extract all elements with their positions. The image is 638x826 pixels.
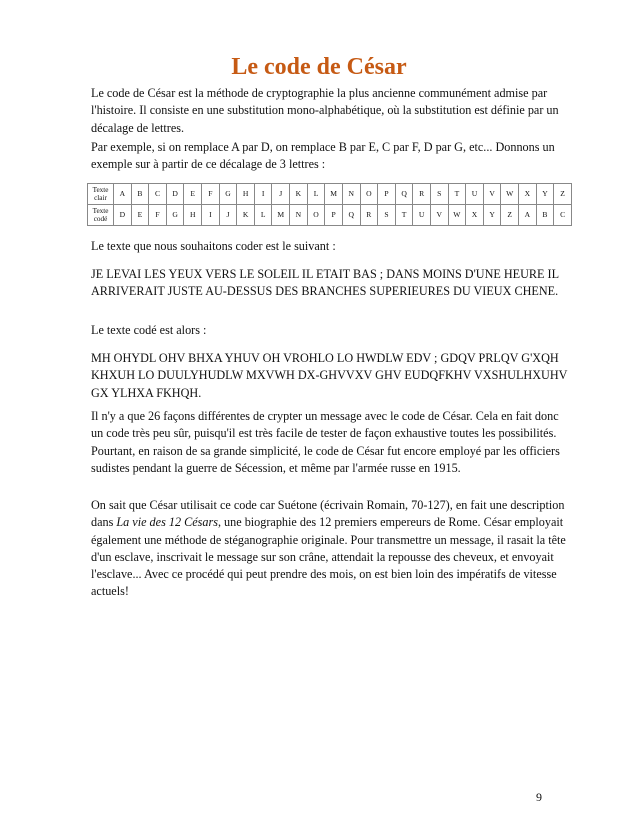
coded-letter-cell: D — [114, 205, 132, 226]
plain-letter-cell: Q — [395, 184, 413, 205]
plain-letter-cell: U — [466, 184, 484, 205]
plain-letter-cell: Z — [554, 184, 572, 205]
plain-letter-cell: B — [131, 184, 149, 205]
coded-intro: Le texte codé est alors : — [91, 323, 207, 337]
page-title: Le code de César — [231, 54, 407, 80]
plain-letter-cell: S — [430, 184, 448, 205]
plain-letter-cell: V — [483, 184, 501, 205]
plain-letter-cell: P — [378, 184, 396, 205]
plain-letter-cell: I — [254, 184, 272, 205]
plain-letter-cell: X — [519, 184, 537, 205]
coded-letter-cell: B — [536, 205, 554, 226]
plain-letter-cell: Y — [536, 184, 554, 205]
plain-letter-cell: O — [360, 184, 378, 205]
coded-letter-cell: O — [307, 205, 325, 226]
coded-letter-cell: P — [325, 205, 343, 226]
coded-letter-cell: V — [430, 205, 448, 226]
plain-letter-cell: K — [290, 184, 308, 205]
plain-letter-cell: M — [325, 184, 343, 205]
plain-letter-cell: G — [219, 184, 237, 205]
coded-text: MH OHYDL OHV BHXA YHUV OH VROHLO LO HWDLW EDV ; GDQV PRLQV G'XQH KHXUH LO DUULYHUDLW MXVWH DX-GHVVXV GHV EUDQFKHV VXSHULHXUHV GX YLHXA FKHQH. — [91, 351, 568, 400]
plain-intro: Le texte que nous souhaitons coder est le suivant : — [91, 239, 336, 253]
plain-row-label: Texte clair — [88, 184, 114, 205]
coded-letter-cell: N — [290, 205, 308, 226]
plain-letter-cell: A — [114, 184, 132, 205]
coded-letter-cell: H — [184, 205, 202, 226]
coded-letter-cell: X — [466, 205, 484, 226]
plain-text: JE LEVAI LES YEUX VERS LE SOLEIL IL ETAIT BAS ; DANS MOINS D'UNE HEURE IL ARRIVERAIT JUSTE AU-DESSUS DES BRANCHES SUPERIEURES DU VIEUX CHENE. — [91, 267, 559, 299]
coded-letter-cell: J — [219, 205, 237, 226]
plain-letter-cell: L — [307, 184, 325, 205]
plain-letter-cell: R — [413, 184, 431, 205]
coded-letter-cell: U — [413, 205, 431, 226]
plain-letter-cell: H — [237, 184, 255, 205]
coded-letter-cell: I — [202, 205, 220, 226]
coded-letter-cell: Q — [342, 205, 360, 226]
coded-row-label: Texte codé — [88, 205, 114, 226]
substitution-table — [87, 183, 572, 226]
coded-letter-cell: W — [448, 205, 466, 226]
plain-letter-cell: J — [272, 184, 290, 205]
coded-row — [88, 205, 572, 226]
coded-letter-cell: F — [149, 205, 167, 226]
coded-letter-cell: R — [360, 205, 378, 226]
coded-letter-cell: C — [554, 205, 572, 226]
plain-letter-cell: T — [448, 184, 466, 205]
plain-row — [88, 184, 572, 205]
coded-letter-cell: E — [131, 205, 149, 226]
coded-letter-cell: A — [519, 205, 537, 226]
intro-paragraph: Le code de César est la méthode de cryptographie la plus ancienne communément admise par l'histoire. Il consiste en une substitution mono-alphabétique, où la substitution est définie par un décalage de lettres. — [91, 86, 559, 135]
history-paragraph: On sait que César utilisait ce code car Suétone (écrivain Romain, 70-127), en fait une description dans La vie des 12 Césars, une biographie des 12 premiers empereurs de Rome. César employait également une méthode de stéganographie originale. Pour transmettre un message, il rasait la tête d'un esclave, inscrivait le message sur son crâne, attendait la repousse des cheveux, et envoyait l'esclave... Avec ce procédé qui peut prendre des mois, on est bien loin des impératifs de vitesse actuels! — [91, 498, 566, 599]
coded-letter-cell: T — [395, 205, 413, 226]
plain-letter-cell: N — [342, 184, 360, 205]
plain-letter-cell: E — [184, 184, 202, 205]
example-paragraph: Par exemple, si on remplace A par D, on remplace B par E, C par F, D par G, etc... Donnons un exemple sur à partir de ce décalage de 3 lettres : — [91, 140, 555, 172]
plain-letter-cell: W — [501, 184, 519, 205]
coded-letter-cell: K — [237, 205, 255, 226]
security-paragraph: Il n'y a que 26 façons différentes de crypter un message avec le code de César. Cela en fait donc un code très peu sûr, puisqu'il est très facile de tester de façon exhaustive toutes les possibilités. Pourtant, en raison de sa grande simplicité, le code de César fut encore employé par les officiers sudistes pendant la guerre de Sécession, et même par l'armée russe en 1915. — [91, 409, 560, 475]
coded-letter-cell: L — [254, 205, 272, 226]
coded-letter-cell: Z — [501, 205, 519, 226]
plain-letter-cell: F — [202, 184, 220, 205]
coded-letter-cell: M — [272, 205, 290, 226]
book-title: La vie des 12 Césars — [116, 515, 218, 530]
page-number: 9 — [536, 790, 542, 804]
coded-letter-cell: S — [378, 205, 396, 226]
plain-letter-cell: C — [149, 184, 167, 205]
coded-letter-cell: G — [166, 205, 184, 226]
plain-letter-cell: D — [166, 184, 184, 205]
coded-letter-cell: Y — [483, 205, 501, 226]
